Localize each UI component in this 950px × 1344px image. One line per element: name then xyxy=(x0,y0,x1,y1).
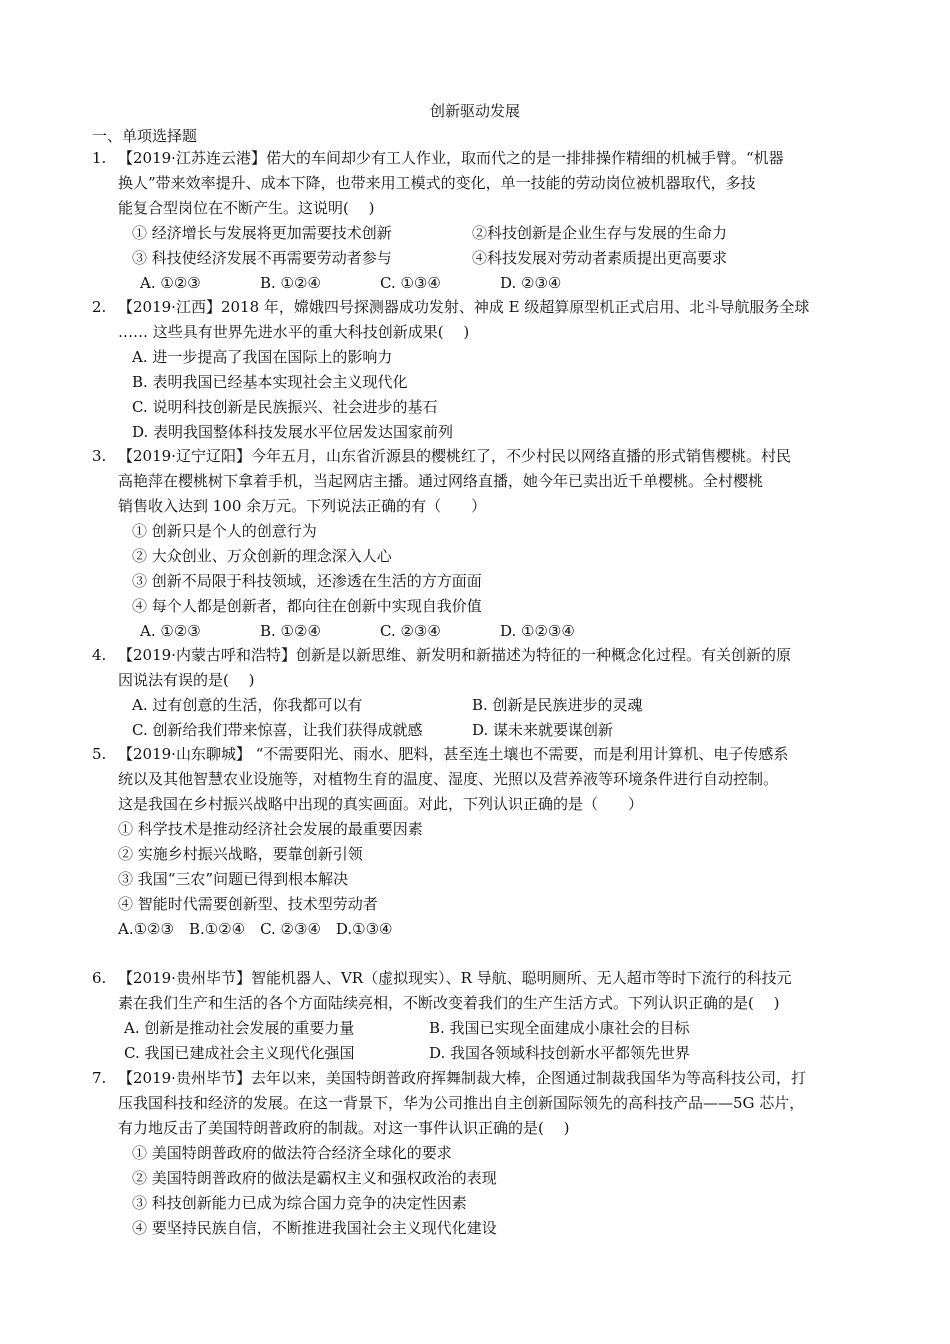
question-1 xyxy=(92,146,882,296)
question-text: 有力地反击了美国特朗普政府的制裁。对这一事件认识正确的是( ) xyxy=(118,1119,570,1137)
choice-b: B. 表明我国已经基本实现社会主义现代化 xyxy=(132,373,408,391)
question-2 xyxy=(92,295,882,445)
question-5 xyxy=(92,742,892,942)
choice-a: A. ①②③ xyxy=(140,622,201,640)
question-number: 4. xyxy=(92,646,107,664)
choice-a: A. 过有创意的生活，你我都可以有 xyxy=(132,696,363,714)
statement: ② 美国特朗普政府的做法是霸权主义和强权政治的表现 xyxy=(132,1169,497,1187)
statement: ④科技发展对劳动者素质提出更高要求 xyxy=(472,249,728,267)
statement: ② 实施乡村振兴战略，要靠创新引领 xyxy=(118,845,363,863)
question-text: 【2019·山东聊城】 “不需要阳光、雨水、肥料，甚至连土壤也不需要，而是利用计算机、电子传感系 xyxy=(118,745,789,763)
choice-c: C. 我国已建成社会主义现代化强国 xyxy=(124,1044,355,1062)
question-text: 素在我们生产和生活的各个方面陆续亮相，不断改变着我们的生产生活方式。下列认识正确的是( ) xyxy=(118,994,780,1012)
statement: ③ 科技使经济发展不再需要劳动者参与 xyxy=(132,249,392,267)
choice-c: C. ②③④ xyxy=(380,622,441,640)
question-number: 7. xyxy=(92,1069,107,1087)
statement: ③ 我国“三农”问题已得到根本解决 xyxy=(118,870,349,888)
statement: ④ 每个人都是创新者，都向往在创新中实现自我价值 xyxy=(132,597,482,615)
choice-d: D. ①②③④ xyxy=(500,622,575,640)
question-text: 销售收入达到 100 余万元。下列说法正确的有（ ） xyxy=(118,497,487,515)
question-text: 【2019·贵州毕节】去年以来，美国特朗普政府挥舞制裁大棒，企图通过制裁我国华为等高科技公司，打 xyxy=(118,1069,806,1087)
statement: ③ 科技创新能力已成为综合国力竞争的决定性因素 xyxy=(132,1194,467,1212)
question-6 xyxy=(92,966,882,1066)
question-text: 能复合型岗位在不断产生。这说明( ) xyxy=(118,199,375,217)
statement: ④ 要坚持民族自信，不断推进我国社会主义现代化建设 xyxy=(132,1219,497,1237)
statement: ④ 智能时代需要创新型、技术型劳动者 xyxy=(118,895,378,913)
question-text: 统以及其他智慧农业设施等，对植物生育的温度、湿度、光照以及营养液等环境条件进行自动控制。 xyxy=(118,770,779,788)
question-text: 压我国科技和经济的发展。在这一背景下，华为公司推出自主创新国际领先的高科技产品——5G 芯片， xyxy=(118,1094,805,1112)
question-text: 这是我国在乡村振兴战略中出现的真实画面。对此，下列认识正确的是（ ） xyxy=(118,795,644,813)
question-number: 1. xyxy=(92,149,107,167)
document-title: 创新驱动发展 xyxy=(429,102,520,120)
choice-b: B. 我国已实现全面建成小康社会的目标 xyxy=(429,1019,690,1037)
answer-choices: A.①②③ B.①②④ C. ②③④ D.①③④ xyxy=(118,920,393,938)
choice-b: B. ①②④ xyxy=(260,274,321,292)
choice-c: C. 说明科技创新是民族振兴、社会进步的基石 xyxy=(132,398,438,416)
choice-b: B. ①②④ xyxy=(260,622,321,640)
question-text: 因说法有误的是( ) xyxy=(118,671,255,689)
question-text: 【2019·江西】2018 年，嫦娥四号探测器成功发射、神成 E 级超算原型机正式启用、北斗导航服务全球 xyxy=(118,298,810,316)
statement: ① 科学技术是推动经济社会发展的最重要因素 xyxy=(118,820,423,838)
statement: ① 美国特朗普政府的做法符合经济全球化的要求 xyxy=(132,1144,452,1162)
question-text: 【2019·贵州毕节】智能机器人、VR（虚拟现实）、R 导航、聪明厕所、无人超市等时下流行的科技元 xyxy=(118,969,792,987)
choice-d: D. 我国各领域科技创新水平都领先世界 xyxy=(429,1044,691,1062)
question-number: 2. xyxy=(92,298,107,316)
question-number: 5. xyxy=(92,745,107,763)
choice-a: A. ①②③ xyxy=(140,274,201,292)
choice-c: C. 创新给我们带来惊喜，让我们获得成就感 xyxy=(132,721,423,739)
statement: ① 创新只是个人的创意行为 xyxy=(132,522,317,540)
statement: ②科技创新是企业生存与发展的生命力 xyxy=(472,224,728,242)
question-text: 换人”带来效率提升、成本下降，也带来用工模式的变化，单一技能的劳动岗位被机器取代，多技 xyxy=(118,174,756,192)
choice-d: D. 表明我国整体科技发展水平位居发达国家前列 xyxy=(132,423,454,441)
question-number: 6. xyxy=(92,969,107,987)
choice-c: C. ①③④ xyxy=(380,274,441,292)
choice-b: B. 创新是民族进步的灵魂 xyxy=(472,696,643,714)
question-number: 3. xyxy=(92,447,107,465)
choice-a: A. 创新是推动社会发展的重要力量 xyxy=(124,1019,355,1037)
question-text: 【2019·内蒙古呼和浩特】创新是以新思维、新发明和新描述为特征的一种概念化过程。有关创新的原 xyxy=(118,646,791,664)
question-text: …… 这些具有世界先进水平的重大科技创新成果( ) xyxy=(118,323,470,341)
choice-d: D. ②③④ xyxy=(500,274,562,292)
statement: ③ 创新不局限于科技领域，还渗透在生活的方方面面 xyxy=(132,572,482,590)
section-heading: 一、单项选择题 xyxy=(92,127,198,145)
choice-a: A. 进一步提高了我国在国际上的影响力 xyxy=(132,348,393,366)
question-7 xyxy=(92,1066,892,1241)
question-3 xyxy=(92,444,882,644)
question-text: 高艳萍在樱桃树下拿着手机，当起网店主播。通过网络直播，她今年已卖出近千单樱桃。全村樱桃 xyxy=(118,472,764,490)
statement: ② 大众创业、万众创新的理念深入人心 xyxy=(132,547,392,565)
statement: ① 经济增长与发展将更加需要技术创新 xyxy=(132,224,392,242)
question-text: 【2019·辽宁辽阳】今年五月，山东省沂源县的樱桃红了，不少村民以网络直播的形式销售樱桃。村民 xyxy=(118,447,791,465)
question-text: 【2019·江苏连云港】偌大的车间却少有工人作业，取而代之的是一排排操作精细的机械手臂。“机器 xyxy=(118,149,784,167)
question-4 xyxy=(92,643,882,743)
choice-d: D. 谋未来就要谋创新 xyxy=(472,721,614,739)
